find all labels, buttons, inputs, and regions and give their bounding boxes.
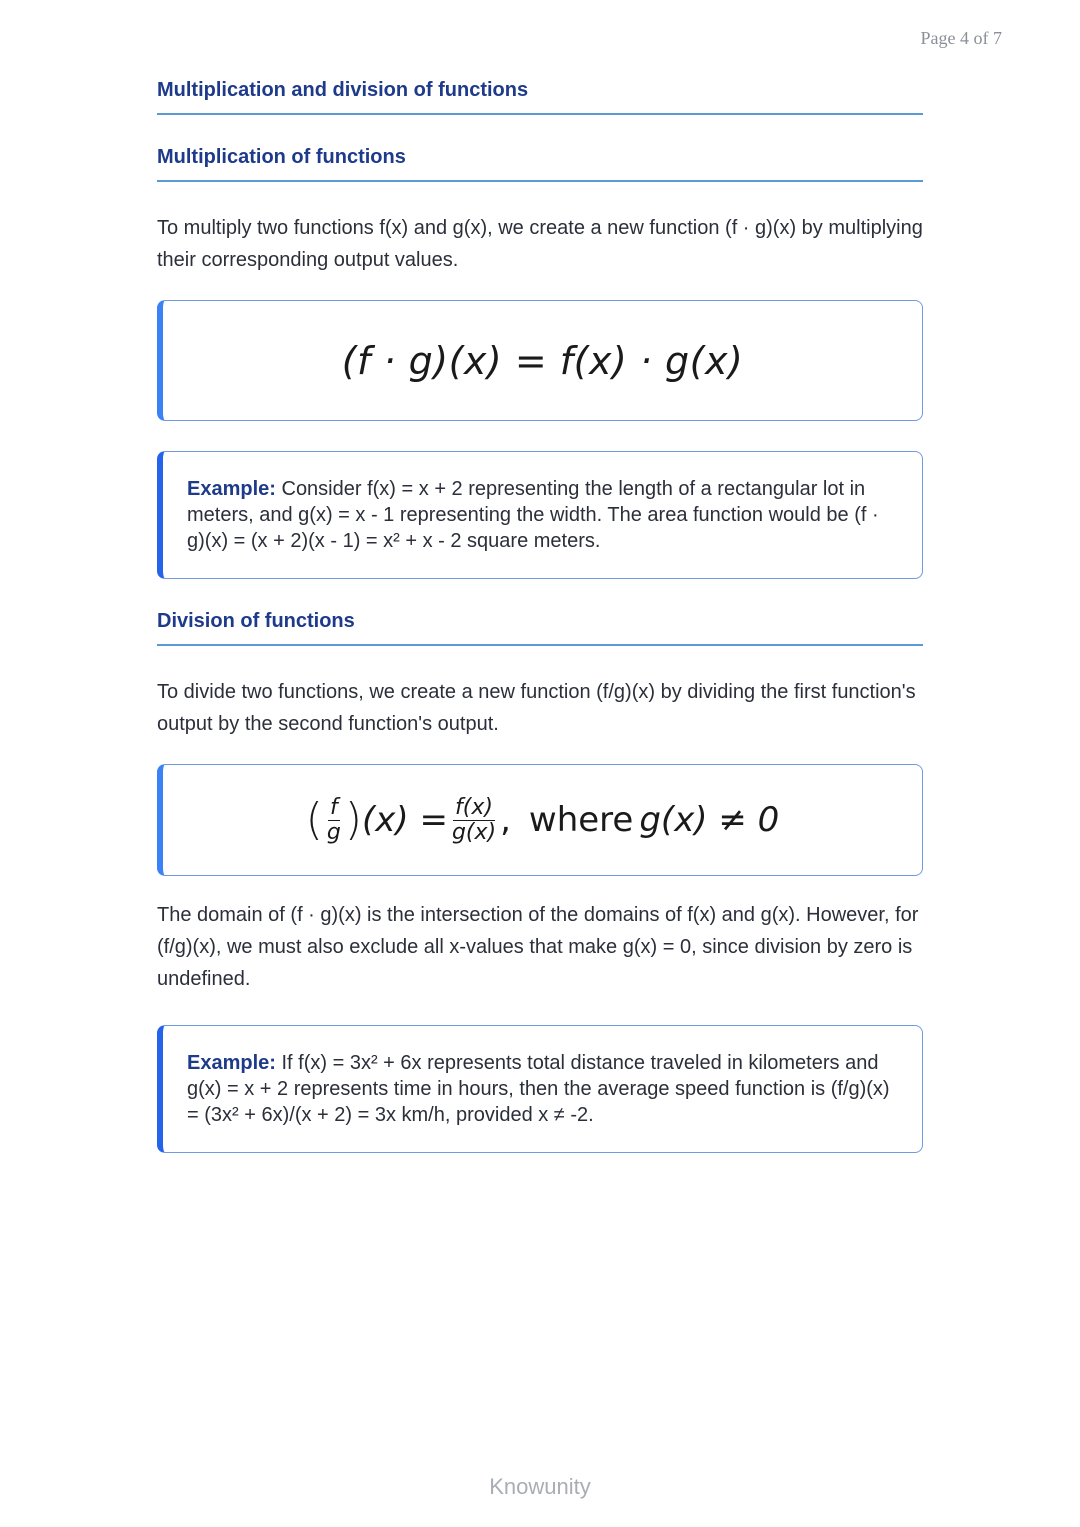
division-comma: , [500, 800, 511, 840]
division-formula [306, 796, 780, 843]
example-text: If f(x) = 3x² + 6x represents total distance traveled in kilometers and g(x) = x + 2 represents time in hours, then the average speed function is (f/g)(x) = (3x² + 6x)/(x + 2) = 3x km/h, provided x ≠ -2. [187, 1052, 890, 1126]
example-label: Example: [187, 1052, 276, 1074]
right-paren: ) [344, 794, 362, 845]
division-x-part: (x) = [361, 800, 448, 840]
fraction-numerator: f [329, 795, 338, 821]
fraction-denominator: g [326, 819, 341, 845]
multiplication-example [187, 476, 892, 554]
main-heading: Multiplication and division of functions [157, 79, 923, 115]
example-label: Example: [187, 478, 276, 500]
example-text: Consider f(x) = x + 2 representing the length of a rectangular lot in meters, and g(x) = x - 1 representing the width. The area function would be (f · g)(x) = (x + 2)(x - 1) = x² + x - 2 square meters. [187, 478, 879, 552]
footer-brand: Knowunity [489, 1474, 591, 1499]
fg-fraction [325, 796, 343, 843]
division-example [187, 1050, 892, 1128]
division-heading: Division of functions [157, 610, 923, 646]
division-formula-box [157, 764, 923, 876]
multiplication-formula-box [157, 300, 923, 421]
page-number: Page 4 of 7 [920, 28, 1002, 48]
left-paren: ( [305, 794, 323, 845]
domain-text: The domain of (f · g)(x) is the intersection of the domains of f(x) and g(x). However, for (f/g)(x), we must also exclude all x-values that make g(x) = 0, since division by zero is undefined. [157, 904, 919, 990]
multiplication-example-box [157, 451, 923, 579]
division-condition: g(x) ≠ 0 [639, 800, 780, 840]
multiplication-formula [342, 339, 744, 383]
rhs-denominator: g(x) [451, 819, 497, 845]
multiplication-heading: Multiplication of functions [157, 146, 923, 182]
rhs-numerator: f(x) [455, 795, 493, 821]
formula-lhs: (f · g)(x) [341, 338, 503, 383]
where-text: where [528, 800, 634, 840]
multiplication-intro: To multiply two functions f(x) and g(x), we create a new function (f · g)(x) by multiplying their corresponding output values. [157, 217, 923, 271]
formula-equals: = [502, 338, 560, 383]
division-example-box [157, 1025, 923, 1153]
formula-rhs: f(x) · g(x) [559, 338, 744, 383]
rhs-fraction [450, 796, 498, 843]
division-intro: To divide two functions, we create a new function (f/g)(x) by dividing the first function's output by the second function's output. [157, 681, 916, 735]
